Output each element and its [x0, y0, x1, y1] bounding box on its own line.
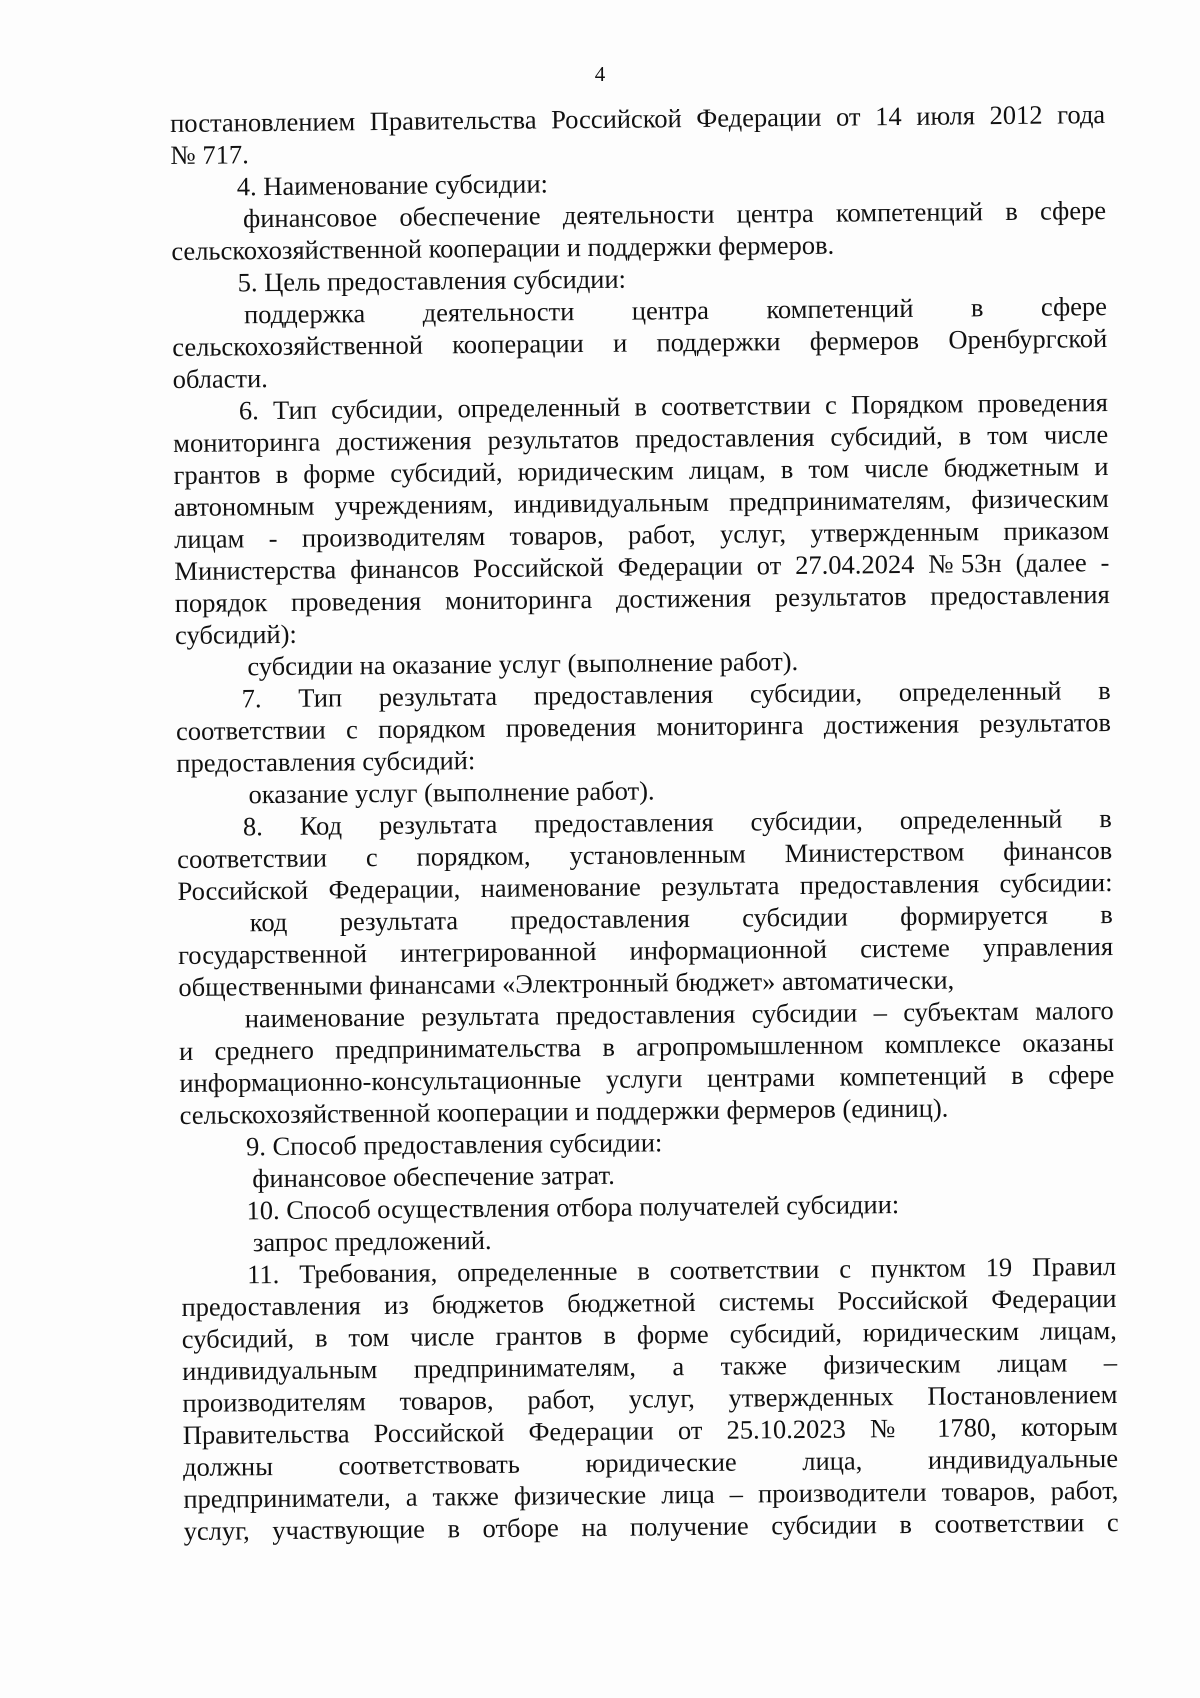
text-line: области.: [172, 363, 268, 394]
text-line: предприниматели, а также физические лица – производители товаров, работ,: [183, 1474, 1119, 1514]
text-line: 11. Требования, определенные в соответствии с пунктом 19 Правил: [247, 1250, 1117, 1290]
document-body: [170, 98, 1119, 1547]
text-line: субсидии на оказание услуг (выполнение работ).: [247, 645, 799, 682]
text-line: субсидий):: [174, 618, 297, 650]
text-line: № 717.: [170, 139, 249, 170]
text-line: общественными финансами «Электронный бюджет» автоматически,: [178, 964, 955, 1002]
text-line: предоставления субсидий:: [176, 745, 476, 778]
text-line: сельскохозяйственной кооперации и поддержки фермеров.: [171, 229, 835, 266]
text-line: грантов в форме субсидий, юридическим лицам, в том числе бюджетным и: [173, 451, 1109, 490]
text-line: услуг, участвующие в отборе на получение субсидии в соответствии с: [183, 1506, 1119, 1546]
text-line: наименование результата предоставления субсидии – субъектам малого: [244, 994, 1114, 1034]
text-line: Правительства Российской Федерации от 25.10.2023 № 1780, которым: [182, 1410, 1118, 1450]
text-line: лицам - производителям товаров, работ, услуг, утвержденным приказом: [174, 515, 1110, 554]
text-line: порядок проведения мониторинга достижения результатов предоставления: [174, 579, 1110, 618]
text-line: Российской Федерации, наименование результата предоставления субсидии:: [177, 866, 1113, 906]
text-line: 4. Наименование субсидии:: [236, 168, 549, 202]
text-line: автономным учреждениям, индивидуальным предпринимателям, физическим: [173, 483, 1109, 522]
text-line: 8. Код результата предоставления субсидии, определенный в: [242, 802, 1113, 842]
text-line: предоставления из бюджетов бюджетной системы Российской Федерации: [181, 1282, 1117, 1322]
text-line: соответствии с порядком, установленным Министерством финансов: [177, 834, 1113, 874]
text-line: производителям товаров, работ, услуг, утвержденных Постановлением: [182, 1378, 1118, 1418]
text-line: соответствии с порядком проведения мониторинга достижения результатов: [175, 706, 1112, 746]
text-line: запрос предложений.: [252, 1224, 492, 1258]
text-line: Министерства финансов Российской Федерации от 27.04.2024 №53н (далее -: [174, 547, 1110, 586]
text-line: должны соответствовать юридические лица, индивидуальные: [182, 1442, 1119, 1482]
text-line: и среднего предпринимательства в агропромышленном комплексе оказаны: [178, 1026, 1115, 1066]
text-line: оказание услуг (выполнение работ).: [248, 775, 655, 810]
text-line: 6. Тип субсидии, определенный в соответствии с Порядком проведения: [238, 387, 1109, 426]
text-line: 9. Способ предоставления субсидии:: [245, 1127, 663, 1162]
text-line: финансовое обеспечение деятельности центра компетенций в сфере: [242, 195, 1107, 234]
text-line: государственной интегрированной информационной системе управления: [177, 930, 1114, 970]
text-line: 5. Цель предоставления субсидии:: [237, 263, 627, 298]
text-line: индивидуальным предпринимателям, а также физическим лицам –: [181, 1346, 1118, 1386]
text-line: сельскохозяйственной кооперации и поддержки фермеров (единиц).: [179, 1092, 949, 1130]
text-line: информационно-консультационные услуги центрами компетенций в сфере: [179, 1058, 1115, 1098]
text-line: 7. Тип результата предоставления субсидии, определенный в: [241, 674, 1111, 714]
page-number: 4: [594, 62, 606, 86]
text-line: код результата предоставления субсидии формируется в: [249, 898, 1113, 938]
text-line: субсидий, в том числе грантов в форме субсидий, юридическим лицам,: [181, 1314, 1117, 1354]
text-line: мониторинга достижения результатов предоставления субсидий, в том числе: [173, 419, 1109, 458]
text-line: 10. Способ осуществления отбора получателей субсидии:: [246, 1189, 900, 1226]
text-line: поддержка деятельности центра компетенций в сфере: [243, 291, 1108, 330]
text-line: сельскохозяйственной кооперации и поддержки фермеров Оренбургской: [172, 323, 1108, 362]
text-line: постановлением Правительства Российской Федерации от 14 июля 2012 года: [170, 99, 1106, 138]
text-line: финансовое обеспечение затрат.: [252, 1159, 615, 1194]
